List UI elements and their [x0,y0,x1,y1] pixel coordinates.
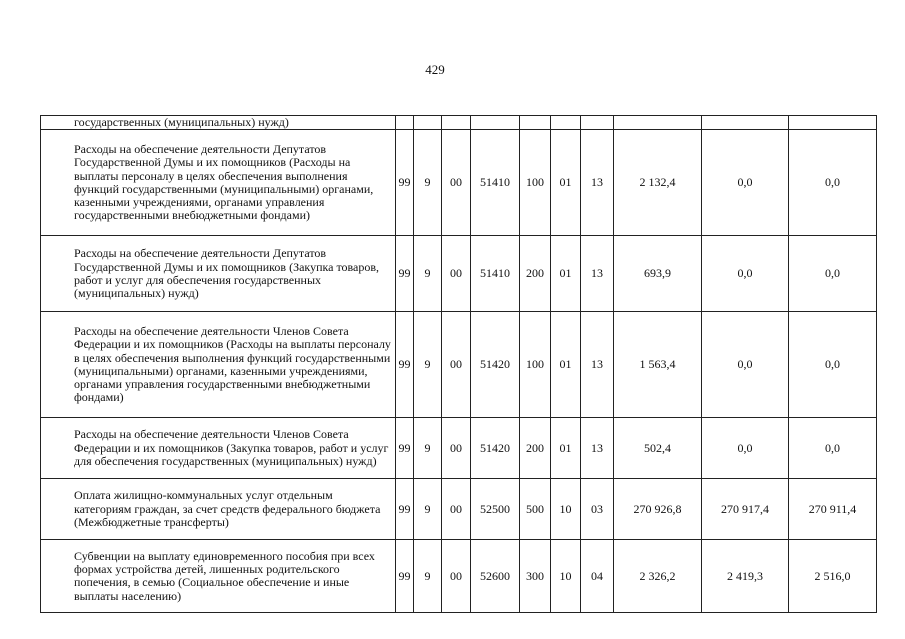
cell-direction [471,116,520,130]
cell-expense-type: 300 [520,540,551,613]
table-row [41,116,877,130]
cell-amount-1: 2 132,4 [614,130,702,236]
budget-table [40,115,877,613]
cell-main-event [442,116,471,130]
cell-amount-2: 2 419,3 [702,540,789,613]
cell-section: 01 [551,312,581,418]
cell-amount-2: 270 917,4 [702,479,789,540]
row-name: Оплата жилищно-коммунальных услуг отдельным категориям граждан, за счет средств федерального бюджета (Межбюджетные трансферты) [41,479,396,540]
cell-subprogram: 9 [414,540,442,613]
cell-main-event: 00 [442,312,471,418]
cell-subsection: 03 [581,479,614,540]
cell-subsection [581,116,614,130]
row-name: Субвенции на выплату единовременного пособия при всех формах устройства детей, лишенных родительского попечения, в семью (Социальное обеспечение и иные выплаты населению) [41,540,396,613]
cell-amount-2 [702,116,789,130]
cell-direction: 52600 [471,540,520,613]
cell-section [551,116,581,130]
cell-main-event: 00 [442,130,471,236]
cell-amount-3 [789,116,877,130]
table-row [41,236,877,312]
cell-direction: 51410 [471,130,520,236]
row-name: государственных (муниципальных) нужд) [41,116,396,130]
cell-main-event: 00 [442,418,471,479]
cell-subsection: 04 [581,540,614,613]
cell-section: 10 [551,479,581,540]
cell-subprogram: 9 [414,418,442,479]
cell-direction: 51410 [471,236,520,312]
cell-amount-3: 270 911,4 [789,479,877,540]
cell-amount-2: 0,0 [702,236,789,312]
cell-main-event: 00 [442,236,471,312]
cell-amount-3: 0,0 [789,312,877,418]
cell-program: 99 [396,236,414,312]
cell-amount-3: 0,0 [789,418,877,479]
cell-main-event: 00 [442,479,471,540]
cell-subprogram: 9 [414,479,442,540]
row-name: Расходы на обеспечение деятельности Депутатов Государственной Думы и их помощников (Расходы на выплаты персоналу в целях обеспечения выполнения функций государственными (муниципальными) органами, казенными учреждениями, органами управления государственными внебюджетными фондами) [41,130,396,236]
cell-program [396,116,414,130]
cell-amount-1 [614,116,702,130]
cell-amount-2: 0,0 [702,418,789,479]
cell-direction: 52500 [471,479,520,540]
cell-amount-1: 502,4 [614,418,702,479]
table-row [41,130,877,236]
cell-direction: 51420 [471,418,520,479]
cell-section: 01 [551,236,581,312]
cell-program: 99 [396,540,414,613]
cell-amount-2: 0,0 [702,130,789,236]
cell-expense-type: 200 [520,236,551,312]
cell-subprogram: 9 [414,236,442,312]
page-number: 429 [425,62,445,77]
cell-section: 01 [551,418,581,479]
cell-direction: 51420 [471,312,520,418]
cell-program: 99 [396,312,414,418]
cell-subprogram [414,116,442,130]
cell-section: 10 [551,540,581,613]
cell-subprogram: 9 [414,130,442,236]
cell-expense-type [520,116,551,130]
table-row [41,479,877,540]
cell-expense-type: 200 [520,418,551,479]
cell-amount-3: 2 516,0 [789,540,877,613]
row-name: Расходы на обеспечение деятельности Членов Совета Федерации и их помощников (Закупка товаров, работ и услуг для обеспечения государственных (муниципальных) нужд) [41,418,396,479]
cell-amount-1: 693,9 [614,236,702,312]
cell-subsection: 13 [581,130,614,236]
table-row [41,418,877,479]
cell-subsection: 13 [581,418,614,479]
cell-subsection: 13 [581,312,614,418]
cell-amount-1: 270 926,8 [614,479,702,540]
row-name: Расходы на обеспечение деятельности Депутатов Государственной Думы и их помощников (Закупка товаров, работ и услуг для обеспечения государственных (муниципальных) нужд) [41,236,396,312]
table-row [41,312,877,418]
cell-program: 99 [396,130,414,236]
cell-subprogram: 9 [414,312,442,418]
cell-expense-type: 100 [520,312,551,418]
cell-program: 99 [396,479,414,540]
cell-expense-type: 100 [520,130,551,236]
cell-amount-3: 0,0 [789,130,877,236]
cell-main-event: 00 [442,540,471,613]
cell-amount-2: 0,0 [702,312,789,418]
cell-amount-3: 0,0 [789,236,877,312]
cell-expense-type: 500 [520,479,551,540]
row-name: Расходы на обеспечение деятельности Членов Совета Федерации и их помощников (Расходы на выплаты персоналу в целях обеспечения выполнения функций государственными (муниципальными) органами, казенными учреждениями, органами управления государственными внебюджетными фондами) [41,312,396,418]
table-row [41,540,877,613]
cell-subsection: 13 [581,236,614,312]
cell-section: 01 [551,130,581,236]
cell-amount-1: 1 563,4 [614,312,702,418]
cell-program: 99 [396,418,414,479]
cell-amount-1: 2 326,2 [614,540,702,613]
